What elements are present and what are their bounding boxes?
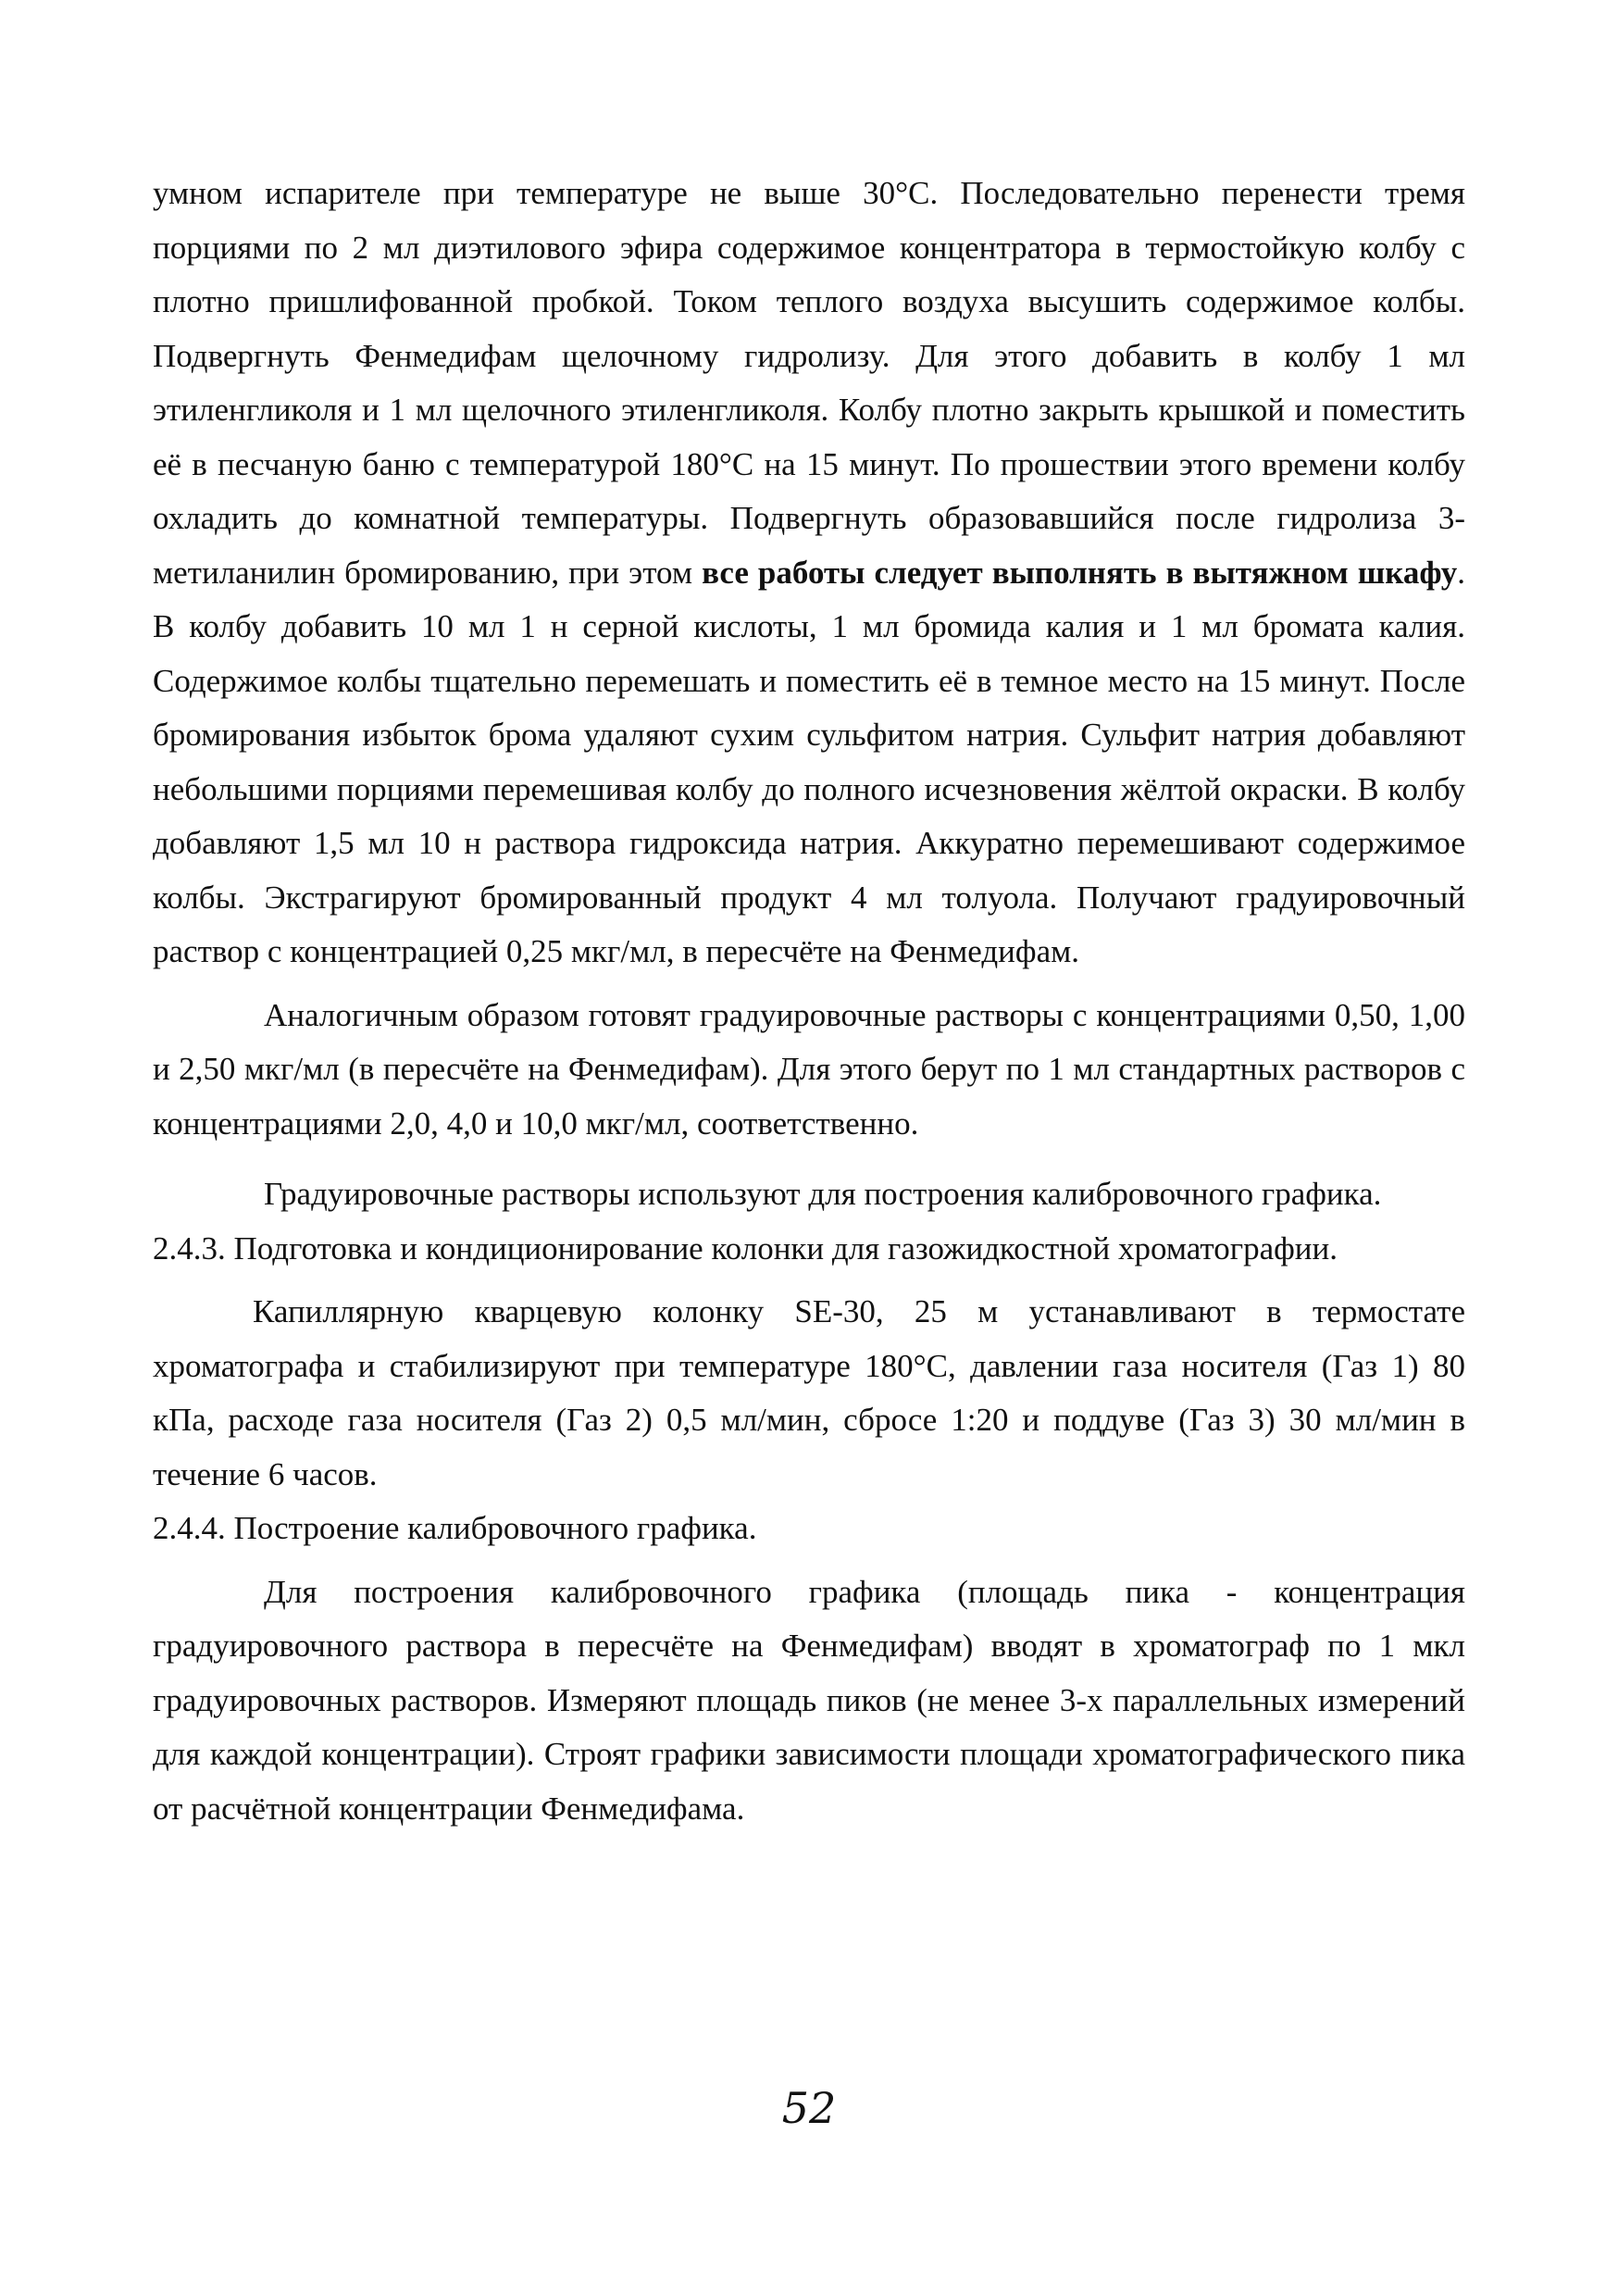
paragraph-sample-prep — [153, 167, 1465, 980]
paragraph-sample-prep-start: умном испарителе при температуре не выше 30°С. Последовательно перенести тремя порциями по 2 мл диэтилового эфира содержимое концентратора в термостойкую колбу с плотно пришлифованной пробкой. Током теплого воздуха высушить содержимое колбы. Подвергнуть Фенмедифам щелочному гидролизу. Для этого добавить в колбу 1 мл этиленгликоля и 1 мл щелочного этиленгликоля. Колбу плотно закрыть крышкой и поместить её в песчаную баню с температурой 180°С на 15 минут. По прошествии этого времени колбу охладить до комнатной температуры. Подвергнуть образовавшийся после гидролиза 3-метиланилин бромированию, при этом — [153, 175, 1465, 591]
paragraph-column-conditioning: Капиллярную кварцевую колонку SE-30, 25 м устанавливают в термостате хроматографа и стабилизируют при температуре 180°С, давлении газа носителя (Газ 1) 80 кПа, расходе газа носителя (Газ 2) 0,5 мл/мин, сбросе 1:20 и поддуве (Газ 3) 30 мл/мин в течение 6 часов. — [153, 1293, 1465, 1492]
fume-hood-warning: все работы следует выполнять в вытяжном шкафу — [702, 554, 1458, 591]
section-heading-2-4-3: 2.4.3. Подготовка и кондиционирование колонки для газожидкостной хроматографии. — [153, 1229, 1338, 1267]
paragraph-calibration-usage: Градуировочные растворы используют для построения калибровочного графика. — [264, 1176, 1382, 1212]
section-heading-2-4-4: 2.4.4. Построение калибровочного графика. — [153, 1510, 757, 1546]
paragraph-sample-prep-end: . В колбу добавить 10 мл 1 н серной кислоты, 1 мл бромида калия и 1 мл бромата калия. Содержимое колбы тщательно перемешать и поместить её в темное место на 15 минут. После бромирования избыток брома удаляют сухим сульфитом натрия. Сульфит натрия добавляют небольшими порциями перемешивая колбу до полного исчезновения жёлтой окраски. В колбу добавляют 1,5 мл 10 н раствора гидроксида натрия. Аккуратно перемешивают содержимое колбы. Экстрагируют бромированный продукт 4 мл толуола. Получают градуировочный раствор с концентрацией 0,25 мкг/мл, в пересчёте на Фенмедифам. — [153, 554, 1465, 969]
paragraph-calibration-graph: Для построения калибровочного графика (площадь пика - концентрация градуировочного раствора в пересчёте на Фенмедифам) вводят в хроматограф по 1 мкл градуировочных растворов. Измеряют площадь пиков (не менее 3-х параллельных измерений для каждой концентрации). Строят графики зависимости площади хроматографического пика от расчётной концентрации Фенмедифама. — [153, 1573, 1465, 1827]
page-number: 52 — [781, 2083, 837, 2133]
document-body — [153, 167, 1465, 1836]
paragraph-calibration-solutions: Аналогичным образом готовят градуировочные растворы с концентрациями 0,50, 1,00 и 2,50 мкг/мл (в пересчёте на Фенмедифам). Для этого берут по 1 мл стандартных растворов с концентрациями 2,0, 4,0 и 10,0 мкг/мл, соответственно. — [153, 996, 1465, 1142]
